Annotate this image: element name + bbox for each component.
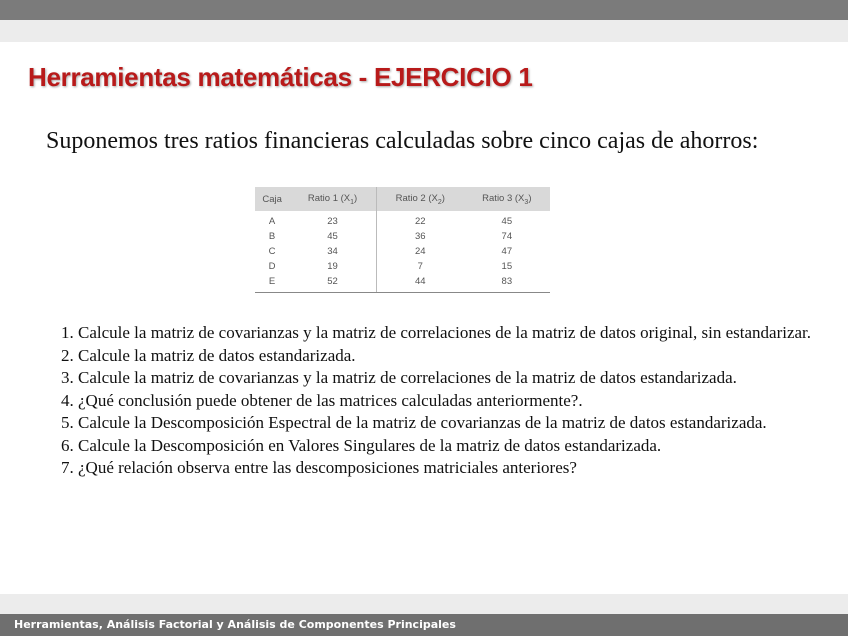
- cell-ratio-1: 45: [327, 231, 338, 242]
- cell-ratio-3: 74: [501, 231, 513, 242]
- cell-ratio-2: 7: [376, 259, 463, 274]
- question-item: 1. Calcule la matriz de covarianzas y la matriz de correlaciones de la matriz de datos original, sin estandarizar.: [78, 322, 840, 345]
- cell-ratio-2: 44: [376, 274, 463, 293]
- cell-ratio-2: 22: [376, 211, 463, 229]
- cell-ratio-3: 15: [501, 261, 513, 272]
- table-row: [255, 244, 550, 259]
- table-row: [255, 229, 550, 244]
- footer-bar: [0, 614, 848, 636]
- intro-text: Suponemos tres ratios financieras calculadas sobre cinco cajas de ahorros:: [46, 128, 759, 154]
- slide-title: Herramientas matemáticas - EJERCICIO 1: [28, 62, 533, 92]
- cell-caja: D: [268, 261, 276, 272]
- cell-ratio-1: 19: [327, 261, 338, 272]
- ratios-table: [255, 187, 550, 293]
- header-caja: Caja: [255, 187, 289, 211]
- cell-ratio-1: 23: [327, 216, 338, 227]
- cell-caja: E: [255, 274, 289, 293]
- cell-ratio-3: 47: [501, 246, 513, 257]
- question-item: 4. ¿Qué conclusión puede obtener de las matrices calculadas anteriormente?.: [78, 390, 840, 413]
- questions-list: [40, 322, 840, 480]
- table-row: [255, 274, 550, 293]
- header-ratio-1: Ratio 1 $(X_1)$: [289, 187, 376, 211]
- cell-caja: B: [268, 231, 276, 242]
- cell-caja: C: [268, 246, 276, 257]
- question-item: 3. Calcule la matriz de covarianzas y la matriz de correlaciones de la matriz de datos estandarizada.: [78, 367, 840, 390]
- cell-ratio-1: 52: [289, 274, 376, 293]
- question-item: 2. Calcule la matriz de datos estandarizada.: [78, 345, 840, 368]
- header-ratio-3: Ratio 3 $(X_3)$: [464, 187, 550, 211]
- cell-ratio-2: 36: [376, 229, 463, 244]
- question-item: 7. ¿Qué relación observa entre las descomposiciones matriciales anteriores?: [78, 457, 840, 480]
- top-bar: [0, 0, 848, 20]
- footer-text: Herramientas, Análisis Factorial y Análisis de Componentes Principales: [14, 618, 456, 631]
- top-band: [0, 20, 848, 42]
- table-row: [255, 259, 550, 274]
- header-ratio-2: Ratio 2 $(X_2)$: [376, 187, 463, 211]
- question-item: 6. Calcule la Descomposición en Valores Singulares de la matriz de datos estandarizada.: [78, 435, 840, 458]
- footer-strip: [0, 594, 848, 614]
- question-item: 5. Calcule la Descomposición Espectral de la matriz de covarianzas de la matriz de datos estandarizada.: [78, 412, 840, 435]
- cell-ratio-2: 24: [376, 244, 463, 259]
- table-header-row: [255, 187, 550, 211]
- table-row: [255, 211, 550, 229]
- cell-ratio-3: 45: [501, 216, 513, 227]
- cell-ratio-1: 34: [327, 246, 338, 257]
- cell-caja: A: [268, 216, 276, 227]
- cell-ratio-3: 83: [464, 274, 550, 293]
